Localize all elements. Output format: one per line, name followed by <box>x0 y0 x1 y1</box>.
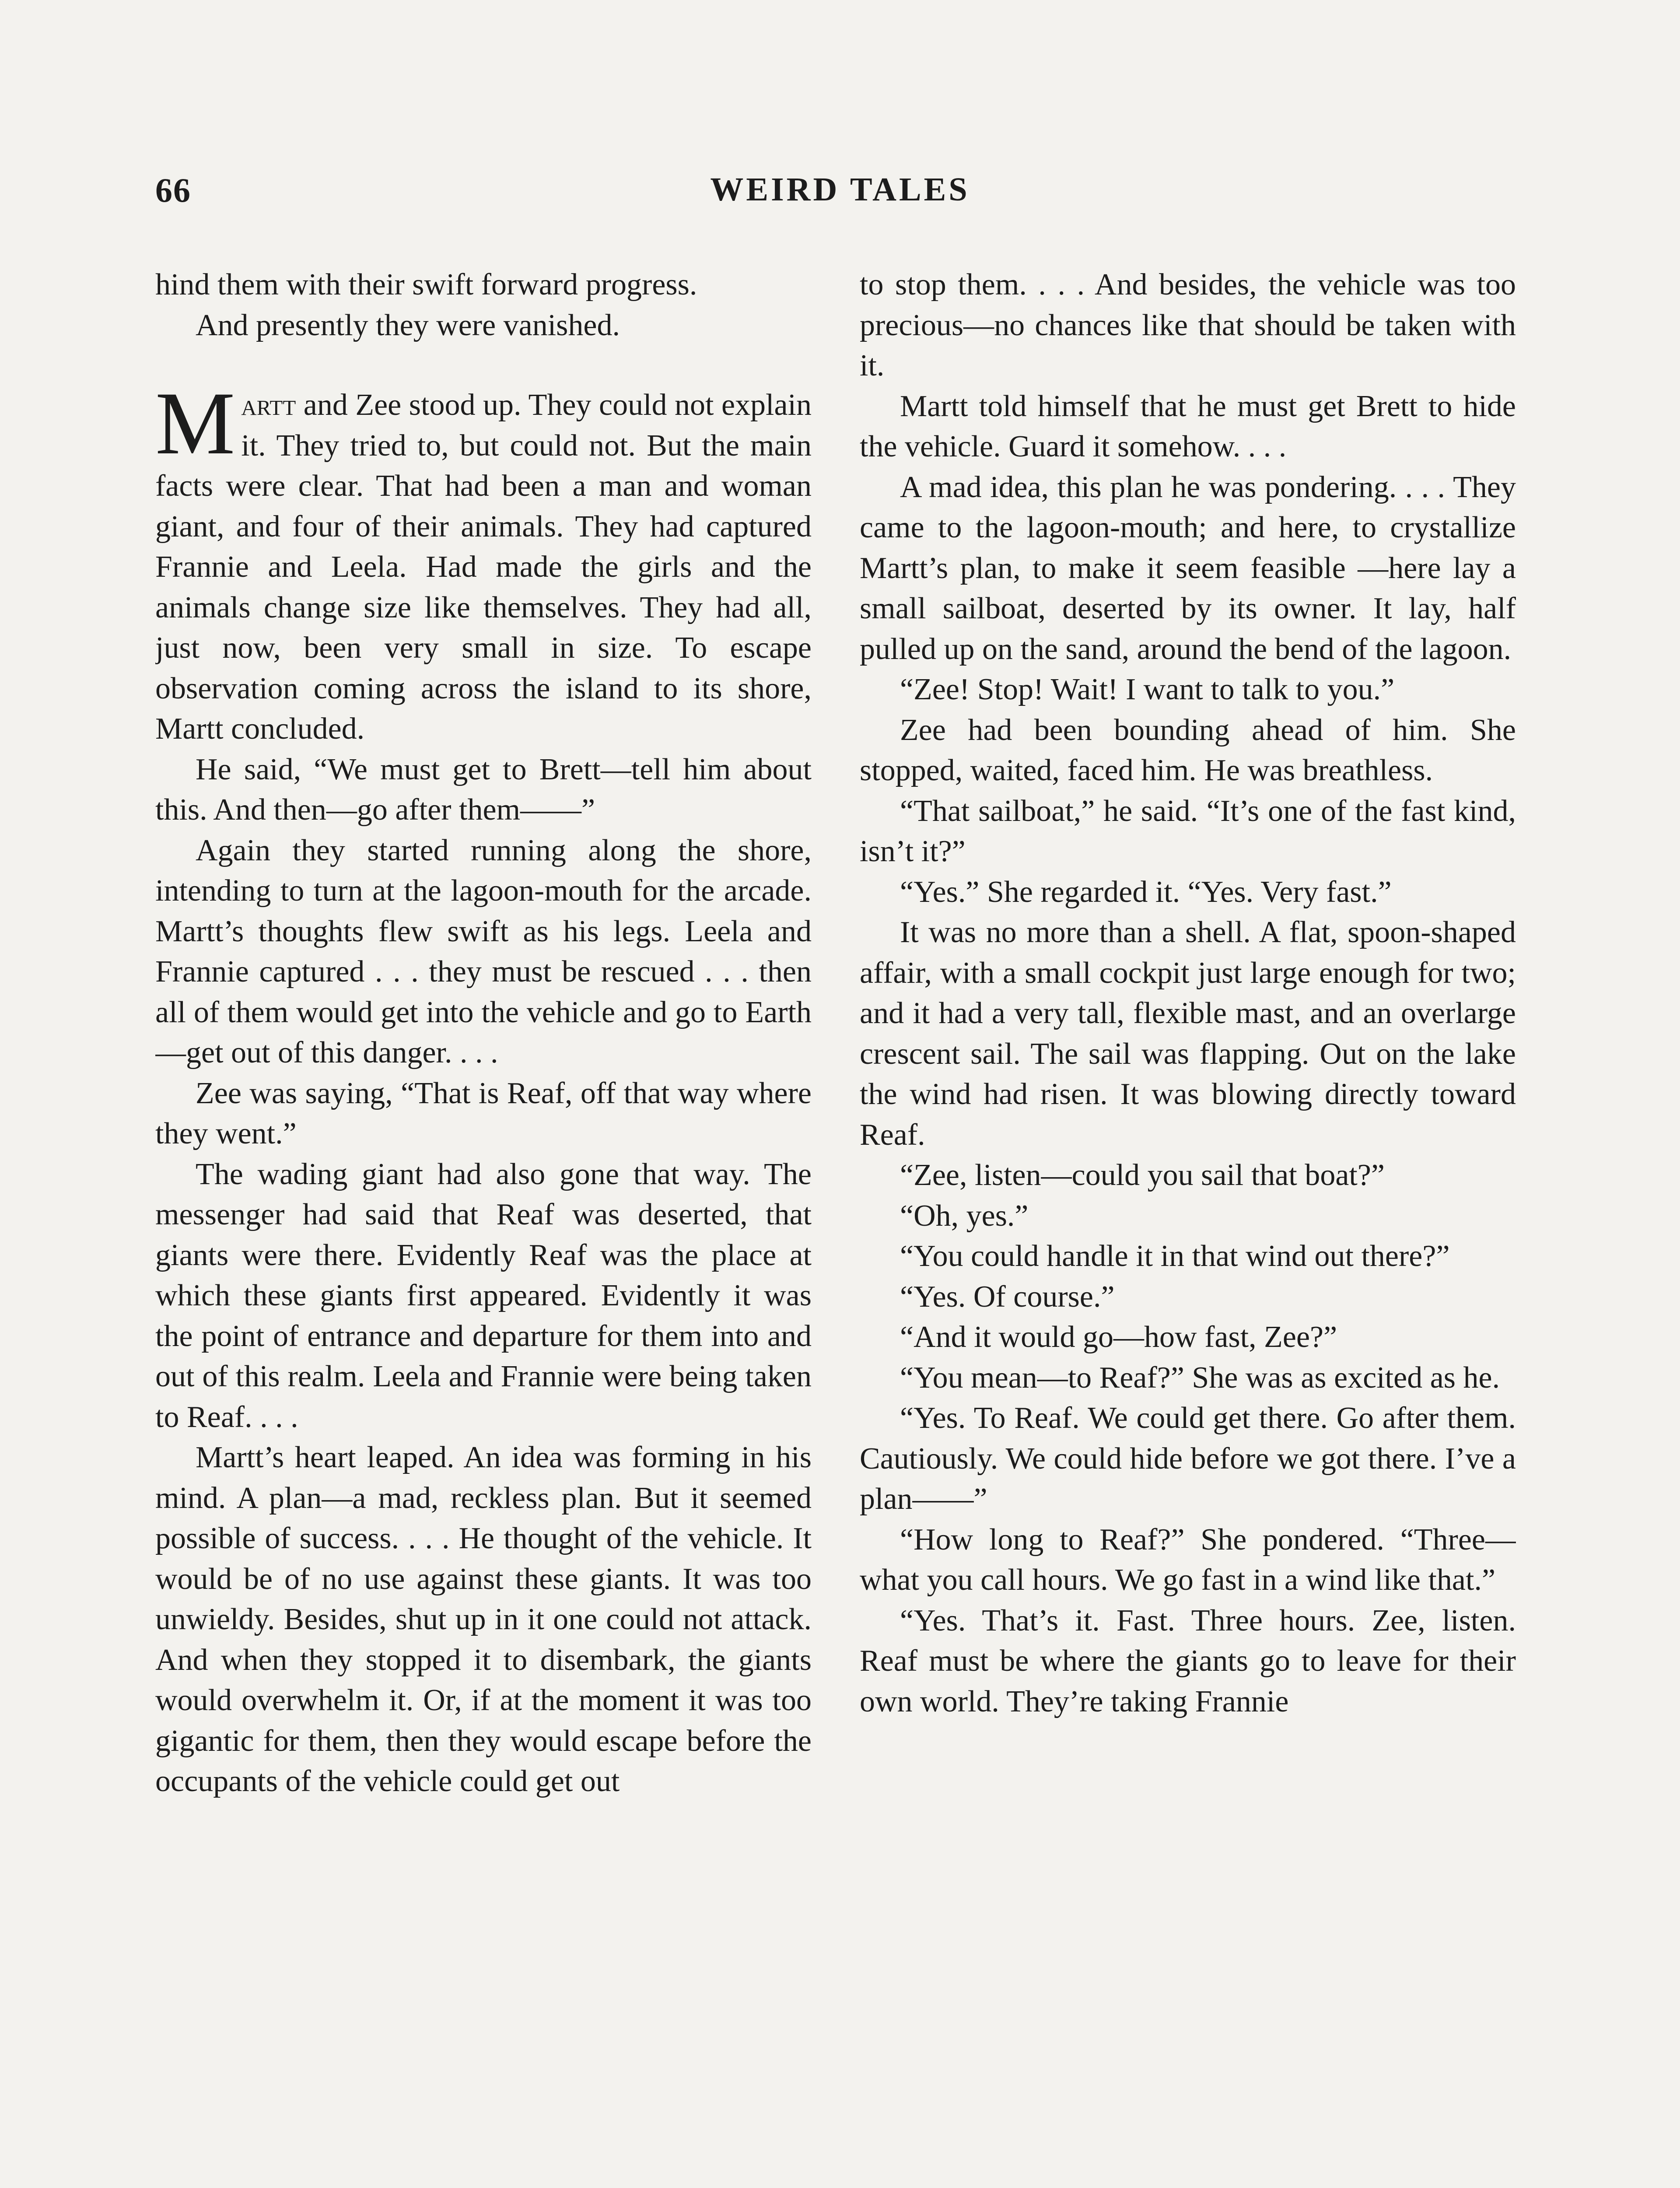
paragraph: “Zee, listen—could you sail that boat?” <box>900 1158 1385 1192</box>
paragraph: Again they started running along the shore, intending to turn at the lagoon-mouth for the arcade. Martt’s thoughts flew swift as his legs. Leela and Frannie captured . . . they must be rescued . . . then all of them would get into the vehicle and go to Earth—get out of this danger. . . . <box>155 833 812 1069</box>
paragraph: Martt told himself that he must get Brett to hide the vehicle. Guard it somehow. . . . <box>860 389 1516 463</box>
paragraph: A mad idea, this plan he was pondering. . . . They came to the lagoon-mouth; and here, to crystallize Martt’s plan, to make it seem feasible —here lay a small sailboat, deserted by its owner. It lay, half pulled up on the sand, around the bend of the lagoon. <box>860 470 1516 666</box>
left-column <box>155 265 812 2188</box>
paragraph: Martt’s heart leaped. An idea was forming in his mind. A plan—a mad, reckless plan. But it seemed possible of success. . . . He thought of the vehicle. It would be of no use against these giants. It was too unwieldy. Besides, shut up in it one could not attack. And when they stopped it to disembark, the giants would overwhelm it. Or, if at the moment it was too gigantic for them, then they would escape before the occupants of the vehicle could get out <box>155 1441 812 1798</box>
paragraph: It was no more than a shell. A flat, spoon-shaped affair, with a small cockpit just large enough for two; and it had a very tall, flexible mast, and an overlarge crescent sail. The sail was flapping. Out on the lake the wind had risen. It was blowing directly toward Reaf. <box>860 915 1516 1152</box>
paragraph: “How long to Reaf?” She pondered. “Three—what you call hours. We go fast in a wind like that.” <box>860 1522 1516 1597</box>
paragraph: He said, “We must get to Brett—tell him about this. And then—go after them——” <box>155 752 812 827</box>
paragraph: to stop them. . . . And besides, the vehicle was too precious—no chances like that should be taken with it. <box>860 268 1516 382</box>
running-title: WEIRD TALES <box>710 171 970 208</box>
paragraph: “That sailboat,” he said. “It’s one of the fast kind, isn’t it?” <box>860 794 1516 868</box>
paragraph: And presently they were vanished. <box>196 308 620 342</box>
section-start-paragraph <box>155 374 812 750</box>
paragraph: Zee had been bounding ahead of him. She stopped, waited, faced him. He was breathless. <box>860 713 1516 787</box>
paragraph: “You could handle it in that wind out there?” <box>900 1239 1450 1273</box>
paragraph: “Oh, yes.” <box>900 1199 1029 1233</box>
paragraph: “Zee! Stop! Wait! I want to talk to you.” <box>900 673 1395 706</box>
paragraph: “Yes. That’s it. Fast. Three hours. Zee, listen. Reaf must be where the giants go to leave for their own world. They’re taking Frannie <box>860 1603 1516 1718</box>
page-number: 66 <box>155 171 191 209</box>
page-header <box>155 171 1525 219</box>
paragraph: “Yes. Of course.” <box>900 1280 1115 1314</box>
paragraph: “Yes. To Reaf. We could get there. Go after them. Cautiously. We could hide before we got there. I’ve a plan——” <box>860 1401 1516 1516</box>
drop-cap: M <box>155 374 235 473</box>
paragraph: The wading giant had also gone that way. The messenger had said that Reaf was deserted, that giants were there. Evidently Reaf was the place at which these giants first appeared. Evidently it was the point of entrance and departure for them into and out of this realm. Leela and Frannie were being taken to Reaf. . . . <box>155 1157 812 1434</box>
paragraph: Zee was saying, “That is Reaf, off that way where they went.” <box>155 1076 812 1150</box>
right-column <box>860 265 1516 2188</box>
paragraph: hind them with their swift forward progress. <box>155 268 697 302</box>
small-caps-lead: artt <box>241 388 296 422</box>
paragraph: “And it would go—how fast, Zee?” <box>900 1320 1337 1354</box>
paragraph-text: and Zee stood up. They could not explain it. They tried to, but could not. But the main facts were clear. That had been a man and woman giant, and four of their animals. They had captured Frannie and Leela. Had made the girls and the animals change size like themselves. They had all, just now, been very small in size. To escape observation coming across the island to its shore, Martt concluded. <box>155 388 812 746</box>
paragraph: “Yes.” She regarded it. “Yes. Very fast.” <box>900 875 1392 909</box>
paragraph: “You mean—to Reaf?” She was as excited as he. <box>900 1360 1500 1395</box>
